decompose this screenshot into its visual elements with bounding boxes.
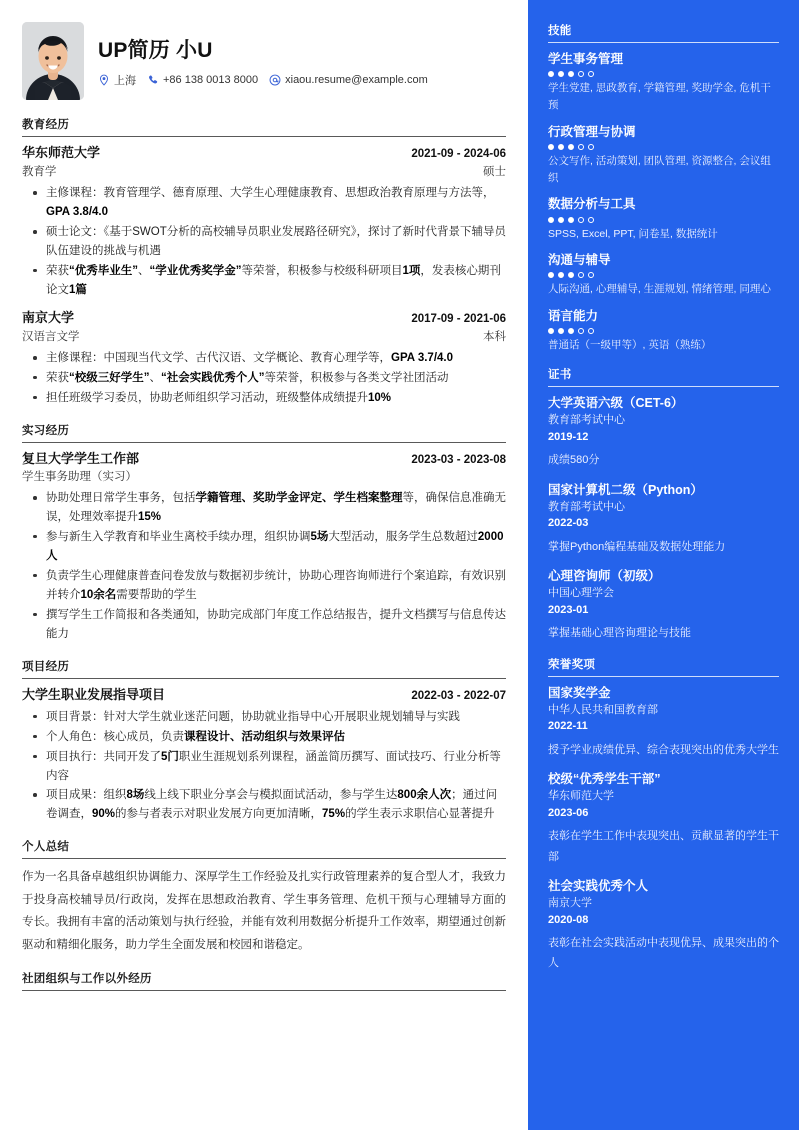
certificate-item: [548, 567, 779, 643]
award-item: [548, 684, 779, 760]
skill-level-dot: [548, 217, 554, 223]
skill-name: 沟通与辅导: [548, 253, 611, 268]
entry-date: 2017-09 - 2021-06: [411, 312, 506, 325]
skill-level-dot: [548, 71, 554, 77]
location-pin-icon: [98, 74, 110, 86]
skill-item: [548, 123, 779, 187]
contact-location-text: 上海: [114, 75, 136, 88]
item-name: 国家奖学金: [548, 685, 611, 700]
skill-level: [548, 144, 779, 150]
entry-degree: 本科: [483, 330, 506, 343]
section-title-projects: 项目经历: [22, 660, 70, 673]
award-item: [548, 770, 779, 867]
skill-level: [548, 272, 779, 278]
phone-icon: [147, 74, 159, 86]
item-description: 表彰在社会实践活动中表现优异、成果突出的个人: [548, 937, 779, 970]
bullet-item: 项目执行：共同开发了5门职业生涯规划系列课程，涵盖简历撰写、面试技巧、行业分析等内容: [22, 748, 506, 786]
internship-entry: [22, 450, 506, 644]
skill-level-dot: [588, 144, 594, 150]
certificate-list: [548, 394, 779, 643]
section-title-internship: 实习经历: [22, 424, 70, 437]
bullet-item: 参与新生入学教育和毕业生离校手续办理，组织协调5场大型活动，服务学生总数超过2000人: [22, 528, 506, 566]
entry-header: [22, 450, 506, 469]
entry-bullets: [22, 489, 506, 644]
skill-level-dot: [558, 272, 564, 278]
summary-text: 作为一名具备卓越组织协调能力、深厚学生工作经验及扎实行政管理素养的复合型人才，我致力于投身高校辅导员/行政岗，发挥在思想政治教育、学生事务管理、危机干预与心理辅导方面的专长。我拥有丰富的活动策划与执行经验，并能有效利用数据分析提升工作效率，期望通过创新驱动和精细化服务，助力学生全面发展和校园和谐稳定。: [22, 871, 506, 951]
bullet-item: 项目成果：组织8场线上线下职业分享会与模拟面试活动，参与学生达800余人次；通过问卷调查，90%的参与者表示对职业发展方向更加清晰，75%的学生表示求职信心显著提升: [22, 786, 506, 824]
item-date: 2023-06: [548, 806, 589, 819]
skill-level-dot: [578, 71, 584, 77]
skill-level-dot: [588, 217, 594, 223]
skill-level-dot: [548, 328, 554, 334]
skill-level-dot: [568, 272, 574, 278]
entry-bullets: [22, 349, 506, 408]
item-description: 表彰在学生工作中表现突出、贡献显著的学生干部: [548, 830, 779, 863]
item-issuer: 中国心理学会: [548, 587, 614, 600]
item-description: 授予学业成绩优异、综合表现突出的优秀大学生: [548, 743, 779, 756]
skill-list: [548, 50, 779, 354]
certificate-item: [548, 481, 779, 557]
entry-org: 复旦大学学生工作部: [22, 450, 140, 466]
item-name: 心理咨询师（初级）: [548, 569, 661, 584]
skill-level-dot: [558, 217, 564, 223]
item-issuer: 中华人民共和国教育部: [548, 703, 658, 716]
skill-level: [548, 328, 779, 334]
item-issuer: 教育部考试中心: [548, 414, 625, 427]
entry-subheader: [22, 163, 506, 181]
divider: [548, 676, 779, 677]
entry-org: 南京大学: [22, 309, 75, 325]
skill-level-dot: [558, 144, 564, 150]
section-title-education: 教育经历: [22, 119, 70, 131]
item-issuer: 教育部考试中心: [548, 500, 625, 513]
entry-date: 2021-09 - 2024-06: [411, 148, 506, 160]
entry-header: [22, 309, 506, 328]
entry-org: 大学生职业发展指导项目: [22, 686, 166, 702]
certificate-item: [548, 394, 779, 470]
skill-level-dot: [558, 71, 564, 77]
bullet-item: 荣获“校级三好学生”、“社会实践优秀个人”等荣誉，积极参与各类文学社团活动: [22, 369, 506, 388]
entry-header: [22, 144, 506, 163]
item-description: 掌握基础心理咨询理论与技能: [548, 627, 691, 640]
entry-date: 2022-03 - 2022-07: [411, 689, 506, 702]
item-date: 2022-03: [548, 517, 589, 530]
sidebar-section-skills: [548, 22, 779, 354]
skill-level-dot: [568, 144, 574, 150]
skill-item: [548, 307, 779, 354]
skill-level-dot: [588, 328, 594, 334]
sidebar-section-awards: [548, 656, 779, 974]
divider: [22, 858, 506, 859]
section-title-summary: 个人总结: [22, 841, 70, 854]
skill-level-dot: [548, 144, 554, 150]
page-title: UP简历 小U: [98, 38, 213, 62]
section-internship: [22, 422, 506, 644]
bullet-item: 负责学生心理健康普查问卷发放与数据初步统计，协助心理咨询师进行个案追踪，有效识别并转介10余名需要帮助的学生: [22, 567, 506, 605]
item-name: 校级“优秀学生干部”: [548, 772, 661, 787]
bullet-item: 硕士论文：《基于SWOT分析的高校辅导员职业发展路径研究》，探讨了新时代背景下辅导员队伍建设的挑战与机遇: [22, 223, 506, 261]
profile-info: [98, 34, 428, 88]
item-name: 大学英语六级（CET-6）: [548, 396, 684, 411]
sidebar-title-certificates: 证书: [548, 369, 572, 382]
entry-role: 学生事务助理（实习）: [22, 470, 137, 483]
bullet-item: 荣获“优秀毕业生”、“学业优秀奖学金”等荣誉，积极参与校级科研项目1项，发表核心期刊论文1篇: [22, 262, 506, 300]
divider: [22, 678, 506, 679]
award-item: [548, 877, 779, 974]
item-description: 成绩580分: [548, 454, 600, 467]
education-entry: [22, 144, 506, 300]
skill-level: [548, 71, 779, 77]
skill-item: [548, 195, 779, 242]
skill-name: 学生事务管理: [548, 52, 624, 66]
contact-phone: [147, 74, 258, 86]
entry-header: [22, 686, 506, 705]
entry-org: 华东师范大学: [22, 145, 101, 160]
bullet-item: 主修课程：教育管理学、德育原理、大学生心理健康教育、思想政治教育原理与方法等，GPA 3.8/4.0: [22, 184, 506, 222]
contact-email-text: xiaou.resume@example.com: [285, 74, 428, 87]
skill-level-dot: [578, 272, 584, 278]
entry-bullets: [22, 184, 506, 300]
skill-description: 学生党建, 思政教育, 学籍管理, 奖助学金, 危机干预: [548, 82, 771, 111]
contact-location: [98, 72, 136, 88]
skill-level: [548, 217, 779, 223]
section-projects: [22, 658, 506, 825]
skill-level-dot: [588, 272, 594, 278]
item-name: 社会实践优秀个人: [548, 878, 649, 893]
bullet-item: 主修课程：中国现当代文学、古代汉语、文学概论、教育心理学等，GPA 3.7/4.0: [22, 349, 506, 368]
section-title-clubs: 社团组织与工作以外经历: [22, 973, 152, 986]
section-summary: [22, 838, 506, 956]
divider: [22, 442, 506, 443]
skill-name: 数据分析与工具: [548, 197, 636, 212]
skill-level-dot: [548, 272, 554, 278]
bullet-item: 担任班级学习委员，协助老师组织学习活动，班级整体成绩提升10%: [22, 389, 506, 408]
bullet-item: 撰写学生工作简报和各类通知，协助完成部门年度工作总结报告，提升文档撰写与信息传达能力: [22, 606, 506, 644]
bullet-item: 项目背景：针对大学生就业迷茫问题，协助就业指导中心开展职业规划辅导与实践: [22, 708, 506, 727]
contact-phone-text: +86 138 0013 8000: [163, 74, 259, 87]
entry-date: 2023-03 - 2023-08: [411, 453, 506, 466]
skill-level-dot: [578, 144, 584, 150]
email-at-icon: [269, 74, 281, 86]
item-issuer: 南京大学: [548, 897, 592, 910]
skill-description: 普通话（一级甲等）, 英语（熟练）: [548, 339, 712, 352]
divider: [548, 42, 779, 43]
entry-subheader: [22, 469, 506, 486]
contact-email: [269, 74, 428, 86]
divider: [22, 136, 506, 137]
contact-list: [98, 72, 428, 88]
skill-item: [548, 50, 779, 114]
section-clubs: [22, 970, 506, 991]
skill-name: 行政管理与协调: [548, 124, 636, 139]
project-entry: [22, 686, 506, 825]
skill-level-dot: [578, 328, 584, 334]
avatar: [22, 22, 84, 100]
sidebar-title-awards: 荣誉奖项: [548, 658, 596, 671]
item-date: 2022-11: [548, 720, 588, 733]
item-date: 2019-12: [548, 430, 589, 443]
entry-major: 汉语言文学: [22, 330, 80, 343]
skill-description: SPSS, Excel, PPT, 问卷星, 数据统计: [548, 227, 718, 240]
skill-level-dot: [568, 328, 574, 334]
entry-major: 教育学: [22, 165, 57, 178]
divider: [22, 990, 506, 991]
entry-subheader: [22, 328, 506, 346]
section-education: [22, 116, 506, 408]
bullet-item: 个人角色：核心成员，负责课程设计、活动组织与效果评估: [22, 728, 506, 747]
entry-bullets: [22, 708, 506, 825]
skill-item: [548, 251, 779, 298]
sidebar-title-skills: 技能: [548, 25, 572, 37]
skill-description: 人际沟通, 心理辅导, 生涯规划, 情绪管理, 同理心: [548, 283, 771, 296]
item-date: 2020-08: [548, 913, 589, 926]
skill-level-dot: [578, 217, 584, 223]
skill-level-dot: [588, 71, 594, 77]
skill-level-dot: [568, 71, 574, 77]
item-description: 掌握Python编程基础及数据处理能力: [548, 540, 726, 553]
entry-degree: 硕士: [483, 165, 506, 178]
portrait-photo-icon: [22, 22, 84, 100]
award-list: [548, 684, 779, 974]
sidebar-section-certificates: [548, 366, 779, 643]
item-name: 国家计算机二级（Python）: [548, 482, 703, 497]
education-entry: [22, 309, 506, 408]
divider: [548, 386, 779, 387]
item-issuer: 华东师范大学: [548, 790, 614, 803]
item-date: 2023-01: [548, 603, 589, 616]
skill-level-dot: [558, 328, 564, 334]
skill-level-dot: [568, 217, 574, 223]
skill-name: 语言能力: [548, 309, 599, 324]
profile-header: [22, 22, 506, 100]
sidebar: [528, 0, 799, 1130]
skill-description: 公文写作, 活动策划, 团队管理, 资源整合, 会议组织: [548, 154, 771, 184]
bullet-item: 协助处理日常学生事务，包括学籍管理、奖助学金评定、学生档案整理等，确保信息准确无误，处理效率提升15%: [22, 489, 506, 527]
